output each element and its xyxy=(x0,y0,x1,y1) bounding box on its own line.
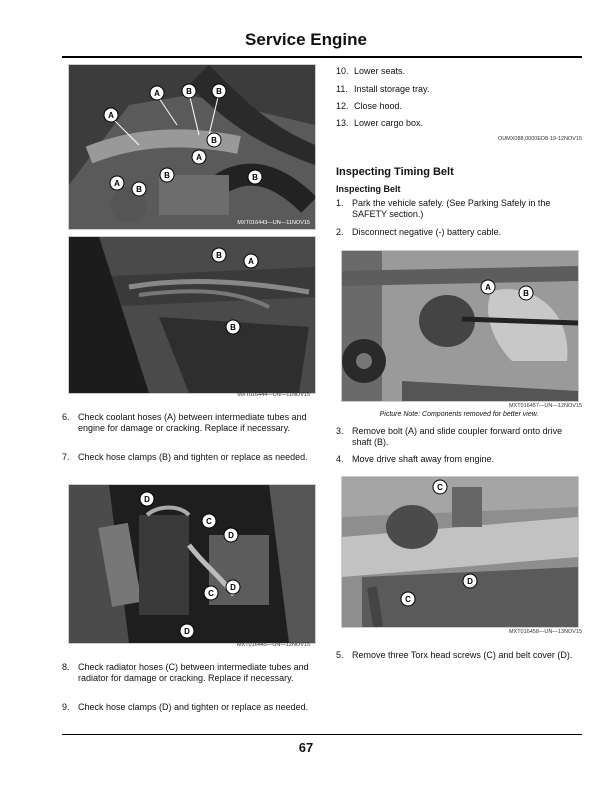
figure-hose-clamps xyxy=(68,236,316,394)
callout-d xyxy=(463,574,477,588)
callout-c xyxy=(401,592,415,606)
step-11: 11. Install storage tray. xyxy=(336,84,430,94)
callout-b xyxy=(226,320,240,334)
callout-a xyxy=(244,254,258,268)
svg-text:D: D xyxy=(230,583,236,592)
callout-c xyxy=(433,480,447,494)
figure-caption: MXT016444—UN—11NOV15 xyxy=(237,392,310,398)
svg-text:B: B xyxy=(523,289,529,298)
svg-text:A: A xyxy=(248,257,254,266)
callout-c xyxy=(204,586,218,600)
page-number: 67 xyxy=(298,740,314,755)
svg-text:B: B xyxy=(211,136,217,145)
svg-text:D: D xyxy=(228,531,234,540)
step-2: 2. Disconnect negative (-) battery cable. xyxy=(336,227,502,237)
drive-shaft-bolt-photo-icon xyxy=(342,251,578,401)
section-subheading: Inspecting Belt xyxy=(336,184,401,194)
svg-text:D: D xyxy=(144,495,150,504)
svg-text:A: A xyxy=(154,89,160,98)
figure-radiator-hoses xyxy=(68,484,316,644)
callout-b xyxy=(160,168,174,182)
callout-d xyxy=(224,528,238,542)
svg-text:B: B xyxy=(252,173,258,182)
callout-b xyxy=(132,182,146,196)
callout-b xyxy=(182,84,196,98)
callout-d xyxy=(226,580,240,594)
step-10: 10. Lower seats. xyxy=(336,66,406,76)
step-5: 5. Remove three Torx head screws (C) and belt cover (D). xyxy=(336,650,573,660)
reference-code: OUMX088,0000ED8-19-12NOV15 xyxy=(497,136,582,142)
step-13: 13. Lower cargo box. xyxy=(336,118,424,128)
step-1: 1. Park the vehicle safely. (See Parking Safely in the SAFETY section.) xyxy=(336,198,551,219)
svg-text:A: A xyxy=(196,153,202,162)
picture-note: Picture Note: Components removed for better view. xyxy=(379,411,539,418)
callout-a xyxy=(192,150,206,164)
section-heading: Inspecting Timing Belt xyxy=(336,166,454,178)
step-6: 6. Check coolant hoses (A) between intermediate tubes and engine for damage or cracking. Replace if necessary. xyxy=(62,412,307,433)
svg-text:C: C xyxy=(437,483,443,492)
figure-caption: MXT016458—UN—13NOV15 xyxy=(508,629,582,635)
callout-c xyxy=(202,514,216,528)
callout-b xyxy=(248,170,262,184)
svg-text:C: C xyxy=(208,589,214,598)
callout-b xyxy=(212,248,226,262)
step-3: 3. Remove bolt (A) and slide coupler forward onto drive shaft (B). xyxy=(336,426,563,447)
figure-caption: MXT016457—UN—12NOV15 xyxy=(508,403,582,409)
callout-d xyxy=(140,492,154,506)
svg-text:B: B xyxy=(216,87,222,96)
callout-b xyxy=(519,286,533,300)
svg-text:D: D xyxy=(467,577,473,586)
figure-caption: MXT016445—UN—12NOV15 xyxy=(236,642,310,648)
callout-b xyxy=(212,84,226,98)
step-7: 7. Check hose clamps (B) and tighten or replace as needed. xyxy=(62,452,308,462)
svg-text:B: B xyxy=(230,323,236,332)
svg-text:A: A xyxy=(114,179,120,188)
step-4: 4. Move drive shaft away from engine. xyxy=(336,454,495,464)
callout-a xyxy=(110,176,124,190)
svg-text:B: B xyxy=(186,87,192,96)
svg-text:B: B xyxy=(164,171,170,180)
svg-text:C: C xyxy=(405,595,411,604)
step-12: 12. Close hood. xyxy=(336,101,403,111)
callout-a xyxy=(104,108,118,122)
callout-d xyxy=(180,624,194,638)
svg-text:B: B xyxy=(136,185,142,194)
svg-text:D: D xyxy=(184,627,190,636)
callout-b xyxy=(207,133,221,147)
belt-cover-photo-icon xyxy=(342,477,578,627)
svg-text:B: B xyxy=(216,251,222,260)
svg-text:A: A xyxy=(485,283,491,292)
figure-coolant-hoses xyxy=(68,64,316,230)
coolant-hoses-photo-icon xyxy=(69,65,315,229)
header-rule xyxy=(62,56,582,58)
callout-a xyxy=(481,280,495,294)
svg-text:C: C xyxy=(206,517,212,526)
callout-a xyxy=(150,86,164,100)
svg-text:A: A xyxy=(108,111,114,120)
radiator-hoses-photo-icon xyxy=(69,485,315,643)
figure-drive-shaft-bolt xyxy=(341,250,579,402)
footer-rule xyxy=(62,734,582,735)
hose-clamps-photo-icon xyxy=(69,237,315,393)
page-title: Service Engine xyxy=(245,30,367,49)
figure-belt-cover xyxy=(341,476,579,628)
step-8: 8. Check radiator hoses (C) between intermediate tubes and radiator for damage or cracking. Replace if necessary. xyxy=(62,662,309,683)
figure-caption: MXT016443—UN—11NOV15 xyxy=(237,220,310,226)
step-9: 9. Check hose clamps (D) and tighten or replace as needed. xyxy=(62,702,309,712)
